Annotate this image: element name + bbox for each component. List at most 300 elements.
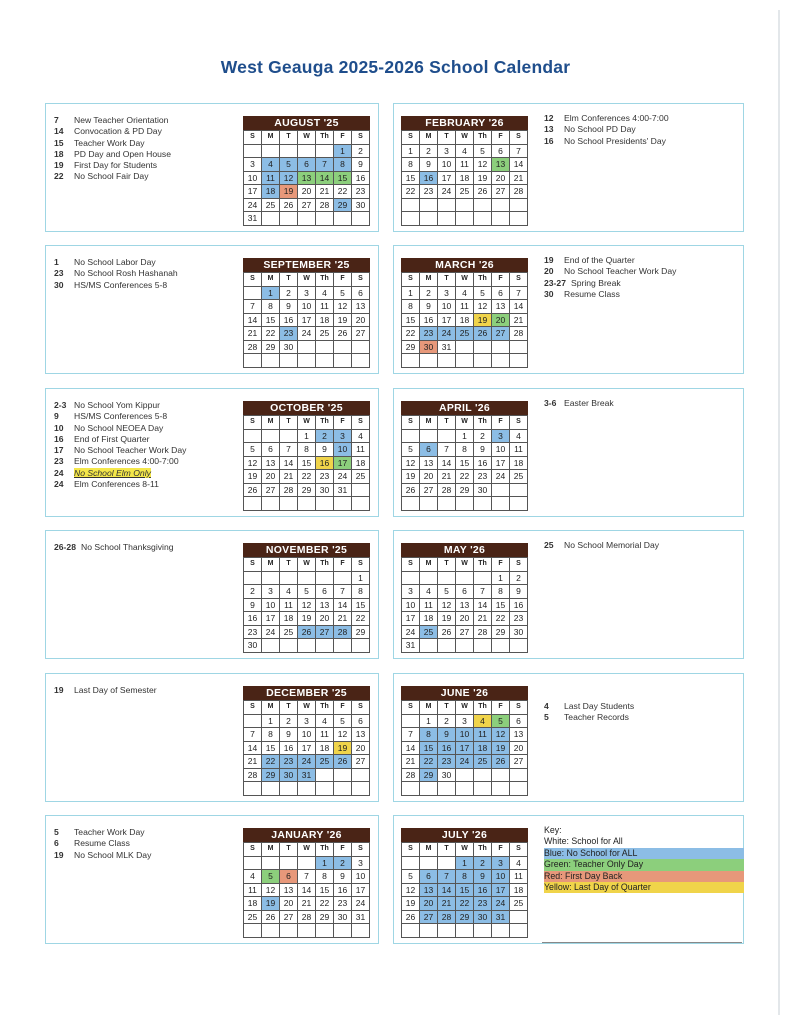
day-cell: 5: [402, 870, 420, 884]
empty-day-cell: [456, 354, 474, 368]
weekday-header: M: [420, 131, 438, 145]
event-text: Teacher Records: [564, 712, 629, 723]
empty-day-cell: [510, 497, 528, 511]
empty-day-cell: [262, 782, 280, 796]
empty-day-cell: [298, 857, 316, 871]
day-cell: 4: [510, 430, 528, 444]
empty-day-cell: [402, 497, 420, 511]
empty-day-cell: [420, 857, 438, 871]
weekday-header: F: [492, 416, 510, 430]
event-item: [54, 850, 151, 861]
weekday-header: T: [438, 843, 456, 857]
day-cell: 23: [280, 755, 298, 769]
day-cell: 7: [298, 870, 316, 884]
empty-day-cell: [280, 924, 298, 938]
empty-day-cell: [316, 497, 334, 511]
signature-line: [542, 942, 742, 943]
event-day: 12: [544, 113, 554, 123]
day-cell: 15: [456, 457, 474, 471]
day-cell: 5: [298, 585, 316, 599]
day-cell: 7: [438, 443, 456, 457]
weekday-header: Th: [316, 701, 334, 715]
day-cell: 17: [438, 314, 456, 328]
empty-day-cell: [510, 199, 528, 213]
empty-day-cell: [474, 782, 492, 796]
day-cell: 12: [334, 300, 352, 314]
day-cell: 22: [262, 327, 280, 341]
empty-day-cell: [262, 572, 280, 586]
empty-day-cell: [510, 484, 528, 498]
day-cell: 20: [420, 470, 438, 484]
day-cell: 26: [438, 626, 456, 640]
day-cell: 7: [316, 158, 334, 172]
empty-day-cell: [474, 199, 492, 213]
empty-day-cell: [280, 572, 298, 586]
event-day: 20: [544, 266, 554, 277]
day-cell: 8: [402, 300, 420, 314]
event-text: No School Memorial Day: [564, 540, 660, 550]
weekday-header: M: [420, 558, 438, 572]
day-cell: 24: [244, 199, 262, 213]
day-cell: 27: [492, 327, 510, 341]
event-text: First Day for Students: [74, 160, 158, 171]
day-cell: 29: [402, 341, 420, 355]
empty-day-cell: [352, 924, 370, 938]
event-item: [544, 398, 614, 409]
day-cell: 24: [438, 327, 456, 341]
calendar-grid: [243, 557, 370, 653]
event-text: No School MLK Day: [74, 849, 152, 860]
day-cell: 11: [262, 172, 280, 186]
day-cell: 31: [352, 911, 370, 925]
empty-day-cell: [352, 497, 370, 511]
day-cell: 13: [420, 884, 438, 898]
day-cell: 15: [402, 172, 420, 186]
day-cell: 26: [298, 626, 316, 640]
day-cell: 4: [316, 715, 334, 729]
event-item: [54, 400, 186, 411]
weekday-header: S: [352, 843, 370, 857]
day-cell: 11: [316, 300, 334, 314]
event-day: 19: [54, 849, 64, 860]
event-item: [54, 423, 186, 434]
day-cell: 16: [510, 599, 528, 613]
day-cell: 10: [298, 728, 316, 742]
day-cell: 12: [402, 457, 420, 471]
weekday-header: S: [244, 131, 262, 145]
empty-day-cell: [456, 639, 474, 653]
weekday-header: T: [280, 843, 298, 857]
event-day: 30: [544, 288, 554, 299]
event-day: 22: [54, 171, 64, 182]
day-cell: 29: [262, 769, 280, 783]
day-cell: 1: [456, 857, 474, 871]
day-cell: 3: [456, 715, 474, 729]
event-day: 17: [54, 445, 64, 456]
day-cell: 29: [262, 341, 280, 355]
day-cell: 8: [352, 585, 370, 599]
event-text: No School Thanksgiving: [80, 542, 174, 552]
empty-day-cell: [244, 145, 262, 159]
weekday-header: S: [244, 558, 262, 572]
day-cell: 28: [280, 484, 298, 498]
weekday-header: W: [456, 701, 474, 715]
empty-day-cell: [316, 924, 334, 938]
weekday-header: S: [244, 701, 262, 715]
day-cell: 20: [298, 185, 316, 199]
day-cell: 20: [456, 612, 474, 626]
day-cell: 9: [420, 158, 438, 172]
empty-day-cell: [438, 199, 456, 213]
event-item: [54, 685, 157, 696]
day-cell: 30: [474, 484, 492, 498]
empty-day-cell: [492, 497, 510, 511]
day-cell: 6: [280, 870, 298, 884]
day-cell: 25: [316, 755, 334, 769]
day-cell: 12: [474, 158, 492, 172]
calendar-grid: [243, 415, 370, 511]
day-cell: 24: [298, 755, 316, 769]
empty-day-cell: [298, 212, 316, 226]
empty-day-cell: [456, 497, 474, 511]
day-cell: 23: [510, 612, 528, 626]
event-text: Last Day of Semester: [74, 685, 157, 695]
weekday-header: T: [280, 558, 298, 572]
day-cell: 20: [492, 314, 510, 328]
day-cell: 7: [474, 585, 492, 599]
month-block: [45, 673, 379, 802]
month-calendar: [401, 116, 528, 226]
day-cell: 6: [420, 443, 438, 457]
day-cell: 13: [280, 884, 298, 898]
day-cell: 26: [474, 327, 492, 341]
day-cell: 28: [510, 327, 528, 341]
day-cell: 5: [402, 443, 420, 457]
day-cell: 15: [402, 314, 420, 328]
day-cell: 20: [352, 314, 370, 328]
month-calendar: [243, 543, 370, 653]
weekday-header: M: [262, 843, 280, 857]
empty-day-cell: [492, 484, 510, 498]
day-cell: 4: [456, 287, 474, 301]
day-cell: 20: [262, 470, 280, 484]
day-cell: 9: [474, 870, 492, 884]
day-cell: 29: [316, 911, 334, 925]
day-cell: 26: [402, 484, 420, 498]
day-cell: 14: [402, 742, 420, 756]
day-cell: 21: [438, 470, 456, 484]
weekday-header: F: [334, 273, 352, 287]
empty-day-cell: [438, 430, 456, 444]
day-cell: 18: [352, 457, 370, 471]
day-cell: 28: [298, 911, 316, 925]
empty-day-cell: [492, 354, 510, 368]
day-cell: 18: [456, 172, 474, 186]
day-cell: 8: [334, 158, 352, 172]
empty-day-cell: [334, 769, 352, 783]
weekday-header: M: [420, 416, 438, 430]
day-cell: 10: [352, 870, 370, 884]
empty-day-cell: [438, 354, 456, 368]
day-cell: 28: [334, 626, 352, 640]
day-cell: 24: [352, 897, 370, 911]
day-cell: 20: [492, 172, 510, 186]
event-item: [54, 479, 186, 490]
empty-day-cell: [280, 430, 298, 444]
event-day: 19: [54, 160, 64, 171]
weekday-header: M: [420, 273, 438, 287]
empty-day-cell: [510, 354, 528, 368]
day-cell: 11: [316, 728, 334, 742]
empty-day-cell: [262, 212, 280, 226]
day-cell: 8: [402, 158, 420, 172]
empty-day-cell: [316, 145, 334, 159]
event-text: No School Teacher Work Day: [564, 266, 677, 277]
event-text: HS/MS Conferences 5-8: [74, 411, 168, 422]
day-cell: 1: [262, 715, 280, 729]
weekday-header: M: [262, 416, 280, 430]
event-item: [54, 468, 186, 479]
day-cell: 22: [456, 470, 474, 484]
day-cell: 16: [474, 457, 492, 471]
day-cell: 27: [262, 484, 280, 498]
weekday-header: W: [456, 558, 474, 572]
day-cell: 27: [352, 755, 370, 769]
empty-day-cell: [474, 341, 492, 355]
empty-day-cell: [420, 782, 438, 796]
day-cell: 26: [244, 484, 262, 498]
empty-day-cell: [474, 212, 492, 226]
month-calendar: [243, 828, 370, 938]
day-cell: 2: [420, 145, 438, 159]
day-cell: 10: [262, 599, 280, 613]
month-block: [393, 245, 744, 374]
month-header: FEBRUARY '26: [401, 116, 528, 130]
empty-day-cell: [510, 341, 528, 355]
weekday-header: T: [438, 558, 456, 572]
weekday-header: T: [438, 416, 456, 430]
day-cell: 23: [280, 327, 298, 341]
day-cell: 31: [402, 639, 420, 653]
weekday-header: Th: [474, 131, 492, 145]
event-day: 23: [54, 456, 64, 467]
key-item-yellow: Yellow: Last Day of Quarter: [544, 882, 744, 893]
empty-day-cell: [244, 782, 262, 796]
day-cell: 6: [420, 870, 438, 884]
day-cell: 17: [352, 884, 370, 898]
empty-day-cell: [244, 354, 262, 368]
day-cell: 29: [492, 626, 510, 640]
empty-day-cell: [352, 354, 370, 368]
day-cell: 11: [456, 158, 474, 172]
day-cell: 17: [244, 185, 262, 199]
weekday-header: F: [492, 701, 510, 715]
day-cell: 9: [438, 728, 456, 742]
day-cell: 29: [456, 911, 474, 925]
day-cell: 6: [352, 715, 370, 729]
event-item: [544, 136, 669, 147]
day-cell: 27: [420, 911, 438, 925]
day-cell: 23: [420, 185, 438, 199]
event-text: No School Rosh Hashanah: [74, 268, 178, 279]
day-cell: 7: [510, 145, 528, 159]
day-cell: 23: [316, 470, 334, 484]
day-cell: 17: [298, 314, 316, 328]
empty-day-cell: [316, 341, 334, 355]
event-list: [544, 540, 659, 551]
empty-day-cell: [352, 484, 370, 498]
day-cell: 3: [298, 287, 316, 301]
empty-day-cell: [280, 497, 298, 511]
weekday-header: Th: [316, 416, 334, 430]
day-cell: 23: [474, 470, 492, 484]
event-text: End of the Quarter: [564, 255, 635, 265]
month-header: AUGUST '25: [243, 116, 370, 130]
day-cell: 7: [244, 728, 262, 742]
event-list: [544, 398, 614, 409]
day-cell: 18: [262, 185, 280, 199]
empty-day-cell: [298, 341, 316, 355]
weekday-header: W: [298, 701, 316, 715]
empty-day-cell: [492, 639, 510, 653]
day-cell: 4: [262, 158, 280, 172]
day-cell: 4: [456, 145, 474, 159]
day-cell: 28: [244, 341, 262, 355]
day-cell: 27: [352, 327, 370, 341]
event-list: [54, 115, 171, 183]
empty-day-cell: [262, 354, 280, 368]
event-day: 7: [54, 115, 59, 125]
day-cell: 3: [262, 585, 280, 599]
page-edge-rule: [778, 10, 780, 1015]
day-cell: 12: [262, 884, 280, 898]
empty-day-cell: [244, 497, 262, 511]
day-cell: 14: [510, 158, 528, 172]
day-cell: 4: [510, 857, 528, 871]
day-cell: 3: [492, 430, 510, 444]
empty-day-cell: [402, 782, 420, 796]
day-cell: 12: [438, 599, 456, 613]
event-text: Resume Class: [74, 838, 130, 849]
day-cell: 11: [244, 884, 262, 898]
month-calendar: [401, 401, 528, 511]
day-cell: 3: [438, 287, 456, 301]
event-day: 24: [54, 479, 64, 490]
day-cell: 31: [244, 212, 262, 226]
day-cell: 7: [510, 287, 528, 301]
day-cell: 22: [402, 185, 420, 199]
day-cell: 27: [492, 185, 510, 199]
empty-day-cell: [280, 782, 298, 796]
day-cell: 30: [316, 484, 334, 498]
weekday-header: T: [438, 131, 456, 145]
day-cell: 24: [402, 626, 420, 640]
weekday-header: S: [510, 701, 528, 715]
day-cell: 30: [334, 911, 352, 925]
day-cell: 13: [316, 599, 334, 613]
weekday-header: T: [280, 701, 298, 715]
event-item: [54, 160, 171, 171]
day-cell: 16: [352, 172, 370, 186]
weekday-header: M: [262, 273, 280, 287]
empty-day-cell: [420, 924, 438, 938]
weekday-header: F: [492, 131, 510, 145]
empty-day-cell: [456, 782, 474, 796]
day-cell: 29: [352, 626, 370, 640]
day-cell: 6: [298, 158, 316, 172]
month-block: [393, 388, 744, 517]
day-cell: 16: [244, 612, 262, 626]
event-text: Resume Class: [564, 288, 620, 299]
day-cell: 18: [244, 897, 262, 911]
empty-day-cell: [456, 212, 474, 226]
empty-day-cell: [456, 572, 474, 586]
day-cell: 25: [510, 897, 528, 911]
event-day: 5: [544, 712, 549, 723]
empty-day-cell: [402, 924, 420, 938]
day-cell: 12: [280, 172, 298, 186]
day-cell: 14: [244, 742, 262, 756]
event-item: [54, 138, 171, 149]
day-cell: 23: [244, 626, 262, 640]
empty-day-cell: [420, 639, 438, 653]
weekday-header: S: [402, 701, 420, 715]
event-list: [54, 400, 186, 490]
day-cell: 3: [352, 857, 370, 871]
day-cell: 18: [280, 612, 298, 626]
event-day: 23-27: [544, 277, 566, 288]
weekday-header: S: [352, 558, 370, 572]
event-text: No School Labor Day: [74, 257, 156, 267]
empty-day-cell: [298, 497, 316, 511]
day-cell: 21: [402, 755, 420, 769]
event-day: 26-28: [54, 542, 76, 552]
event-day: 2-3: [54, 400, 67, 410]
day-cell: 4: [244, 870, 262, 884]
event-text: No School Yom Kippur: [74, 400, 160, 410]
empty-day-cell: [456, 924, 474, 938]
empty-day-cell: [334, 924, 352, 938]
empty-day-cell: [402, 715, 420, 729]
day-cell: 21: [438, 897, 456, 911]
day-cell: 10: [492, 870, 510, 884]
day-cell: 14: [280, 457, 298, 471]
empty-day-cell: [280, 212, 298, 226]
day-cell: 10: [244, 172, 262, 186]
event-day: 13: [544, 124, 554, 135]
day-cell: 28: [316, 199, 334, 213]
empty-day-cell: [438, 857, 456, 871]
event-item: [54, 171, 171, 182]
month-header: DECEMBER '25: [243, 686, 370, 700]
month-block: [45, 815, 379, 944]
day-cell: 1: [334, 145, 352, 159]
empty-day-cell: [244, 924, 262, 938]
day-cell: 16: [420, 172, 438, 186]
empty-day-cell: [262, 639, 280, 653]
day-cell: 29: [334, 199, 352, 213]
weekday-header: M: [262, 558, 280, 572]
day-cell: 31: [334, 484, 352, 498]
day-cell: 9: [280, 728, 298, 742]
event-text: Teacher Work Day: [74, 137, 145, 148]
event-item: [544, 124, 669, 135]
weekday-header: Th: [474, 843, 492, 857]
event-day: 3-6: [544, 398, 557, 408]
event-text: No School Elm Only: [74, 467, 151, 478]
weekday-header: S: [402, 131, 420, 145]
empty-day-cell: [316, 572, 334, 586]
